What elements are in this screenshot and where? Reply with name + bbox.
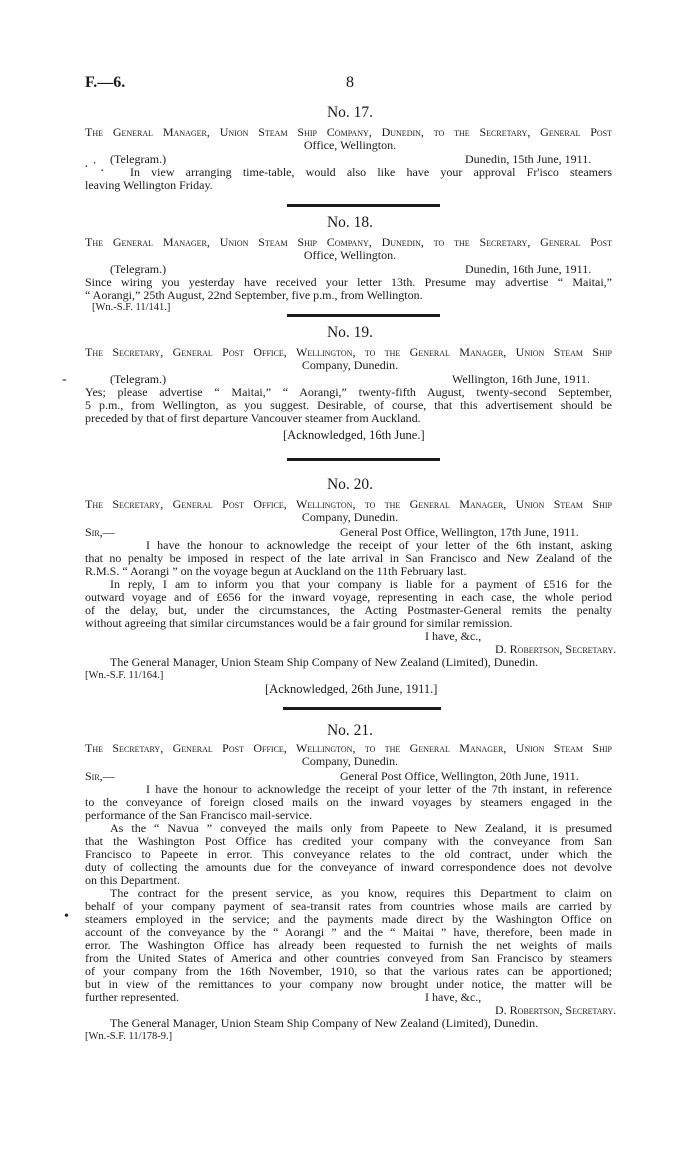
section-21-body-line: steamers employed in the service; and the payments made direct by the Washington Office on <box>85 912 612 926</box>
section-20-addressee: The General Manager, Union Steam Ship Company of New Zealand (Limited), Dunedin. <box>110 655 539 669</box>
section-21-body-line: account of the conveyance by the “ Aorangi ” and the “ Maitai ” have, therefore, been made in <box>85 925 612 939</box>
section-18-body-line: Since wiring you yesterday have received your letter 13th. Presume may advertise “ Maitai,” <box>85 275 612 289</box>
section-20-closing: I have, &c., <box>425 629 482 643</box>
section-19-heading-cont: Company, Dunedin. <box>301 358 399 372</box>
section-divider <box>287 204 440 207</box>
section-17-number: No. 17. <box>326 104 374 121</box>
section-20-body-line: R.M.S. “ Aorangi ” on the voyage begun at Auckland on the 11th February last. <box>85 564 467 578</box>
section-18-date: Dunedin, 16th June, 1911. <box>465 262 592 276</box>
section-21-body-line: on this Department. <box>85 873 180 887</box>
section-21-body-line: but in view of the remittances to your company now brought under notice, the matter will be <box>85 977 612 991</box>
section-19-telegram: (Telegram.) <box>110 372 167 386</box>
section-19-body-line: preceded by that of first departure Vancouver steamer from Auckland. <box>85 411 421 425</box>
section-20-heading: The Secretary, General Post Office, Wellington, to the General Manager, Union Steam Ship <box>85 497 612 511</box>
section-19-body-line: Yes; please advertise “ Maitai,” “ Aorangi,” twenty-fifth August, twenty-second September, <box>85 385 612 399</box>
section-17-body-line: In view arranging time-table, would also like have your approval Fr'isco steamers <box>130 165 612 179</box>
section-20-salutation: Sir,— <box>85 525 115 539</box>
section-18-number: No. 18. <box>326 214 374 231</box>
section-21-body-line: error. The Washington Office has already been requested to furnish the net weights of mails <box>85 938 612 952</box>
section-divider <box>287 458 440 461</box>
section-21-body-line: As the “ Navua ” conveyed the mails only from Papeete to New Zealand, it is presumed <box>110 821 612 835</box>
section-18-body-line: “ Aorangi,” 25th August, 22nd September, five p.m., from Wellington. <box>85 288 423 302</box>
section-21-body-line: The contract for the present service, as you know, requires this Department to claim on <box>110 886 612 900</box>
section-19-body-line: 5 p.m., from Wellington, as you suggest. Desirable, of course, that this advertisement should be <box>85 398 612 412</box>
section-21-heading-cont: Company, Dunedin. <box>301 754 399 768</box>
section-17-telegram: (Telegram.) <box>110 152 167 166</box>
margin-mark: - <box>62 372 67 387</box>
section-21-body-line: that the Washington Post Office has credited your company with the conveyance from San <box>85 834 612 848</box>
section-20-body-line: without agreeing that similar circumstances would be a fair ground for similar remission. <box>85 616 513 630</box>
section-19-number: No. 19. <box>326 324 374 341</box>
section-20-body-line: that no penalty be imposed in respect of the late arrival in San Francisco and New Zealand of the <box>85 551 612 565</box>
section-21-file-ref: [Wn.-S.F. 11/178-9.] <box>85 1031 173 1042</box>
section-20-file-ref: [Wn.-S.F. 11/164.] <box>85 670 164 681</box>
section-20-body-line: of the delay, but, under the circumstances, the Acting Postmaster-General remits the penalty <box>85 603 612 617</box>
section-divider <box>283 707 441 710</box>
margin-dot: • <box>64 909 69 924</box>
section-20-date: General Post Office, Wellington, 17th June, 1911. <box>340 525 579 539</box>
section-20-body-line: outward voyage and of £656 for the inward voyage, representing in each case, the whole period <box>85 590 612 604</box>
section-21-body-line: duty of collecting the amounts due for the conveyance of inward correspondence does not devolve <box>85 860 612 874</box>
section-divider <box>287 314 440 317</box>
section-21-body-line: from the United States of America and other countries conveyed from San Francisco by steamers <box>85 951 612 965</box>
section-20-signature: D. Robertson, Secretary. <box>495 642 617 656</box>
section-18-heading-cont: Office, Wellington. <box>303 248 397 262</box>
section-21-signature: D. Robertson, Secretary. <box>495 1003 617 1017</box>
section-20-number: No. 20. <box>326 476 374 493</box>
series-code: F.—6. <box>85 74 126 91</box>
section-20-heading-cont: Company, Dunedin. <box>301 510 399 524</box>
section-21-salutation: Sir,— <box>85 769 115 783</box>
section-21-number: No. 21. <box>326 722 374 739</box>
section-17-heading-cont: Office, Wellington. <box>303 138 397 152</box>
section-20-acknowledgement: [Acknowledged, 26th June, 1911.] <box>265 682 438 696</box>
section-20-body-line: I have the honour to acknowledge the receipt of your letter of the 6th instant, asking <box>146 538 612 552</box>
section-21-body-line: behalf of your company payment of sea-transit rates from countries whose mails are carried by <box>85 899 612 913</box>
section-21-body-line: further represented. <box>85 990 179 1004</box>
section-19-date: Wellington, 16th June, 1911. <box>452 372 590 386</box>
section-18-file-ref: [Wn.-S.F. 11/141.] <box>92 302 171 313</box>
section-21-closing: I have, &c., <box>425 990 482 1004</box>
section-19-acknowledgement: [Acknowledged, 16th June.] <box>283 428 425 442</box>
section-21-body-line: Francisco to Papeete in error. This conveyance relates to the old contract, under which the <box>85 847 612 861</box>
section-21-heading: The Secretary, General Post Office, Wellington, to the General Manager, Union Steam Ship <box>85 741 612 755</box>
section-18-heading: The General Manager, Union Steam Ship Company, Dunedin, to the Secretary, General Post <box>85 235 612 249</box>
section-21-body-line: I have the honour to acknowledge the receipt of your letter of the 7th instant, in reference <box>146 782 612 796</box>
section-21-date: General Post Office, Wellington, 20th June, 1911. <box>340 769 579 783</box>
section-20-body-line: In reply, I am to inform you that your company is liable for a payment of £516 for the <box>110 577 612 591</box>
section-19-heading: The Secretary, General Post Office, Wellington, to the General Manager, Union Steam Ship <box>85 345 612 359</box>
margin-dots: · ˙ . <box>84 160 104 175</box>
section-17-heading: The General Manager, Union Steam Ship Company, Dunedin, to the Secretary, General Post <box>85 125 612 139</box>
page-number: 8 <box>346 74 354 91</box>
section-18-telegram: (Telegram.) <box>110 262 167 276</box>
section-17-body-line: leaving Wellington Friday. <box>85 178 213 192</box>
section-21-body-line: performance of the San Francisco mail-service. <box>85 808 313 822</box>
section-21-addressee: The General Manager, Union Steam Ship Company of New Zealand (Limited), Dunedin. <box>110 1016 539 1030</box>
section-21-body-line: of your company from the 16th November, 1910, so that the various rates can be apportioned; <box>85 964 612 978</box>
section-17-date: Dunedin, 15th June, 1911. <box>465 152 592 166</box>
section-21-body-line: to the conveyance of foreign closed mails on the inward voyages by steamers engaged in the <box>85 795 612 809</box>
